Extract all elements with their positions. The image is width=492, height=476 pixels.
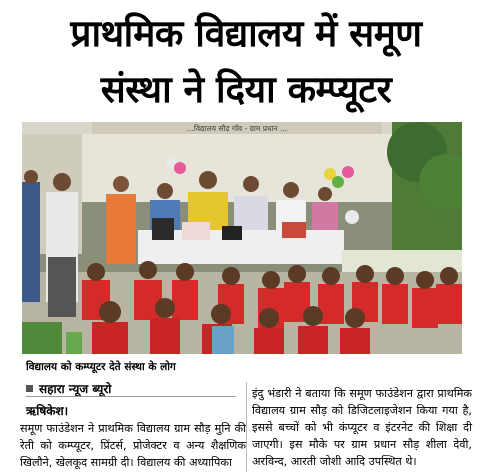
school-banner-text: ...विद्यालय सौड़ गाँव - ग्राम प्रधान ... [186,124,288,133]
byline [26,380,238,397]
photo-illustration [22,122,462,354]
headline-line-2: संस्था ने दिया कम्प्यूटर [100,68,392,111]
news-photo [22,122,462,354]
byline-rule [26,396,236,397]
dateline: ऋषिकेश। [26,404,69,418]
article-column-2: इंदु भंडारी ने बताया कि समूण फाउंडेशन द्वारा प्राथमिक विद्यालय ग्राम सौड़ को डिजिटलाइजेशन किया गया है, इससे बच्चों को भी कंप्यूटर व इंटरनेट की शिक्षा दी जाएगी। इस मौके पर ग्राम प्रधान सौड़ शीला देवी, अरविन्द, आरती जोशी आदि उपस्थित थे। [252,387,472,468]
headline [0,6,492,118]
article-column-1: समूण फाउंडेशन ने प्राथमिक विद्यालय ग्राम सौड़ मुनि की रेती को कम्प्यूटर, प्रिंटर्स, प्रोजेक्टर व अन्य शैक्षणिक खिलौने, खेलकूद सामग्री दी। विद्यालय की अध्यापिका [20,422,246,469]
column-divider [246,382,247,472]
photo-caption: विद्यालय को कम्प्यूटर देते संस्था के लोग [26,361,176,373]
byline-row [26,380,238,397]
headline-line-1: प्राथमिक विद्यालय में समूण [70,12,422,55]
byline-text: सहारा न्यूज ब्यूरो [39,382,112,396]
square-bullet-icon [26,385,33,392]
